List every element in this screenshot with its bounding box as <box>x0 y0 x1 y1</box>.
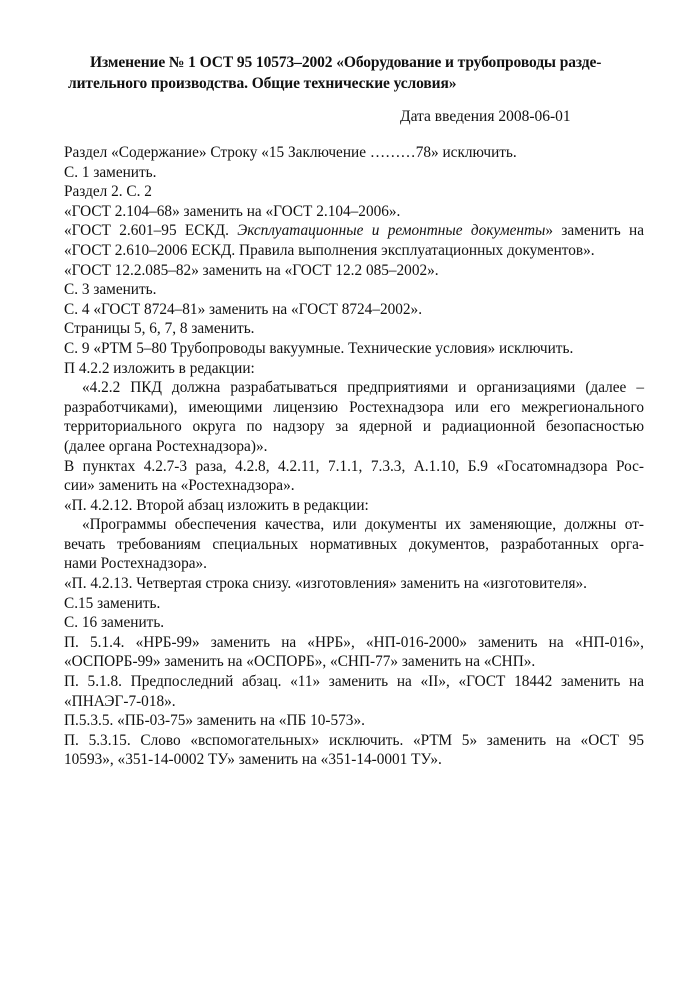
text-line: П.5.3.5. «ПБ-03-75» заменить на «ПБ 10-573». <box>64 712 365 730</box>
text-line: «ГОСТ 12.2.085–82» заменить на «ГОСТ 12.2 085–2002». <box>64 261 439 279</box>
text-line: С.15 заменить. <box>64 594 161 612</box>
title-line-1: Изменение № 1 ОСТ 95 10573–2002 «Оборудование и трубопроводы разде- <box>90 54 602 71</box>
text-line: С. 9 «РТМ 5–80 Трубопроводы вакуумные. Технические условия» исключить. <box>64 339 574 357</box>
text-line: Раздел «Содержание» Строку «15 Заключение ………78» исключить. <box>64 144 517 161</box>
title-line-2: лительного производства. Общие технические условия» <box>68 75 457 92</box>
text-line: нами Ростехнадзора». <box>64 555 207 573</box>
text-line: «ГОСТ 2.104–68» заменить на «ГОСТ 2.104–2006». <box>64 202 401 220</box>
text-line <box>64 221 644 241</box>
text-line: территориального округа по надзору за ядерной и радиационной безопасностью <box>64 418 644 436</box>
text-line: П 4.2.2 изложить в редакции: <box>64 359 255 377</box>
effective-date: Дата введения 2008-06-01 <box>400 108 571 125</box>
text-line: сии» заменить на «Ростехнадзора». <box>64 477 295 495</box>
text-line: «П. 4.2.13. Четвертая строка снизу. «изготовления» заменить на «изготовителя». <box>64 575 587 593</box>
text-line: разработчиками), имеющими лицензию Ростехнадзора или его межрегионального <box>64 398 644 416</box>
italic-segment: Эксплуатационные и ремонтные документы <box>237 222 546 240</box>
text-line: «4.2.2 ПКД должна разрабатываться предприятиями и организациями (далее – <box>82 379 644 397</box>
text-line: (далее органа Ростехнадзора)». <box>64 437 268 455</box>
text-line: С. 3 заменить. <box>64 281 157 299</box>
text-line: «ОСПОРБ-99» заменить на «ОСПОРБ», «СНП-77» заменить на «СНП». <box>64 653 536 671</box>
text-line: Раздел 2. С. 2 <box>64 183 152 201</box>
text-line: С. 4 «ГОСТ 8724–81» заменить на «ГОСТ 8724–2002». <box>64 300 423 318</box>
text-line: П. 5.1.4. «НРБ-99» заменить на «НРБ», «НП-016-2000» заменить на «НП-016», <box>64 633 644 651</box>
text-line: В пунктах 4.2.7-3 раза, 4.2.8, 4.2.11, 7.1.1, 7.3.3, А.1.10, Б.9 «Госатомнадзора Рос- <box>64 457 644 475</box>
text-line: П. 5.3.15. Слово «вспомогательных» исключить. «РТМ 5» заменить на «ОСТ 95 <box>64 731 644 749</box>
text-segment: «ГОСТ 2.601–95 ЕСКД. <box>64 222 238 240</box>
text-line: вечать требованиям специальных нормативных документов, разработанных орга- <box>64 535 644 553</box>
document-body <box>64 143 644 770</box>
text-line: 10593», «351-14-0002 ТУ» заменить на «351-14-0001 ТУ». <box>64 751 442 769</box>
text-line: С. 16 заменить. <box>64 614 165 632</box>
text-line: С. 1 заменить. <box>64 163 157 181</box>
text-line: Страницы 5, 6, 7, 8 заменить. <box>64 320 255 338</box>
text-segment: » заменить на <box>545 222 645 240</box>
text-line: «ГОСТ 2.610–2006 ЕСКД. Правила выполнения эксплуатационных документов». <box>64 241 595 259</box>
text-line: «Программы обеспечения качества, или документы их заменяющие, должны от- <box>82 516 644 534</box>
text-line: П. 5.1.8. Предпоследний абзац. «11» заменить на «II», «ГОСТ 18442 заменить на <box>64 673 644 691</box>
text-line: «ПНАЭГ-7-018». <box>64 692 176 710</box>
text-line: «П. 4.2.12. Второй абзац изложить в редакции: <box>64 496 369 514</box>
document-title <box>68 52 648 94</box>
